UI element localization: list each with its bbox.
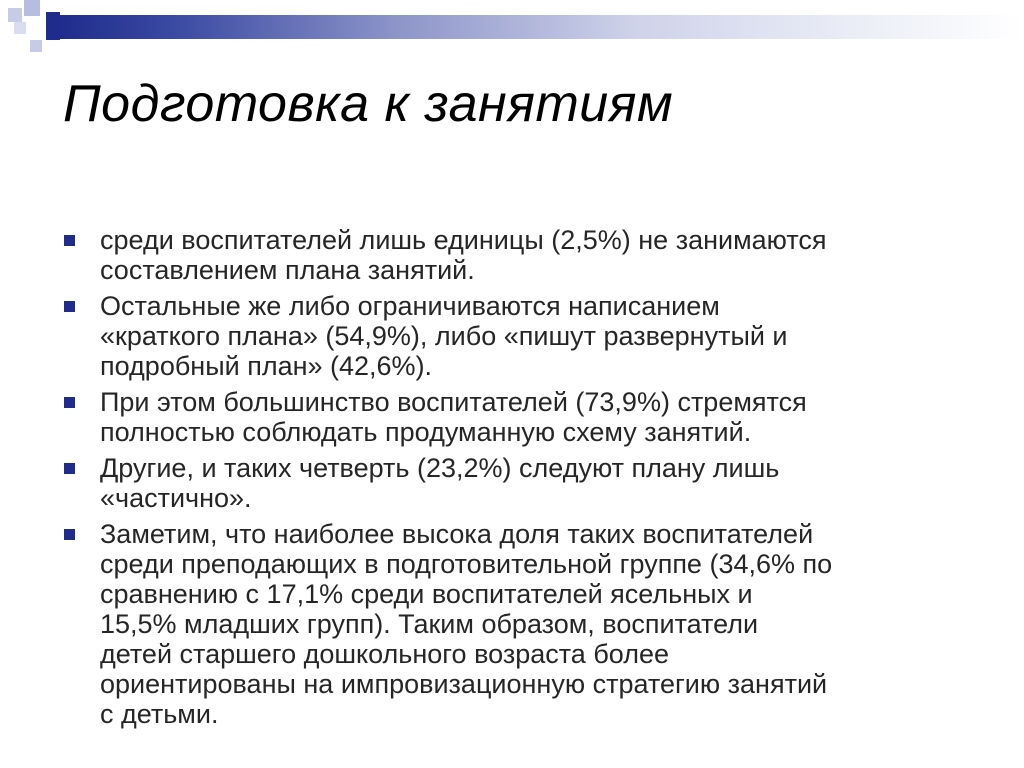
square-bullet-icon — [64, 235, 75, 246]
square-bullet-icon — [64, 463, 75, 474]
decor-square — [46, 12, 60, 40]
bullet-text: Другие, и таких четверть (23,2%) следуют плану лишь «частично». — [100, 453, 780, 513]
bullet-text: Заметим, что наиболее высока доля таких воспитателей среди преподающих в подготовительной группе (34,6% по сравнению с 17,1% среди воспитателей ясельных и 15,5% младших групп). Таким образом, воспитатели детей старшего дошкольного возраста более ориентированы на импровизационную стратегию занятий с детьми. — [100, 519, 833, 729]
square-bullet-icon — [64, 529, 75, 540]
bullet-item — [62, 519, 972, 729]
bullet-list — [62, 225, 972, 735]
bullet-text: Остальные же либо ограничиваются написанием «краткого плана» (54,9%), либо «пишут развернутый и подробный план» (42,6%). — [100, 291, 788, 381]
decor-square — [14, 22, 26, 34]
header-gradient-bar — [60, 15, 1024, 39]
bullet-text: среди воспитателей лишь единицы (2,5%) не занимаются составлением плана занятий. — [100, 225, 827, 285]
decor-square — [30, 40, 42, 52]
bullet-item — [62, 225, 972, 285]
slide-title: Подготовка к занятиям — [63, 75, 674, 133]
bullet-item — [62, 387, 972, 447]
square-bullet-icon — [64, 397, 75, 408]
bullet-item — [62, 453, 972, 513]
bullet-text: При этом большинство воспитателей (73,9%) стремятся полностью соблюдать продуманную схему занятий. — [100, 387, 807, 447]
decor-square — [24, 0, 40, 16]
square-bullet-icon — [64, 301, 75, 312]
decor-square — [8, 8, 22, 22]
bullet-item — [62, 291, 972, 381]
